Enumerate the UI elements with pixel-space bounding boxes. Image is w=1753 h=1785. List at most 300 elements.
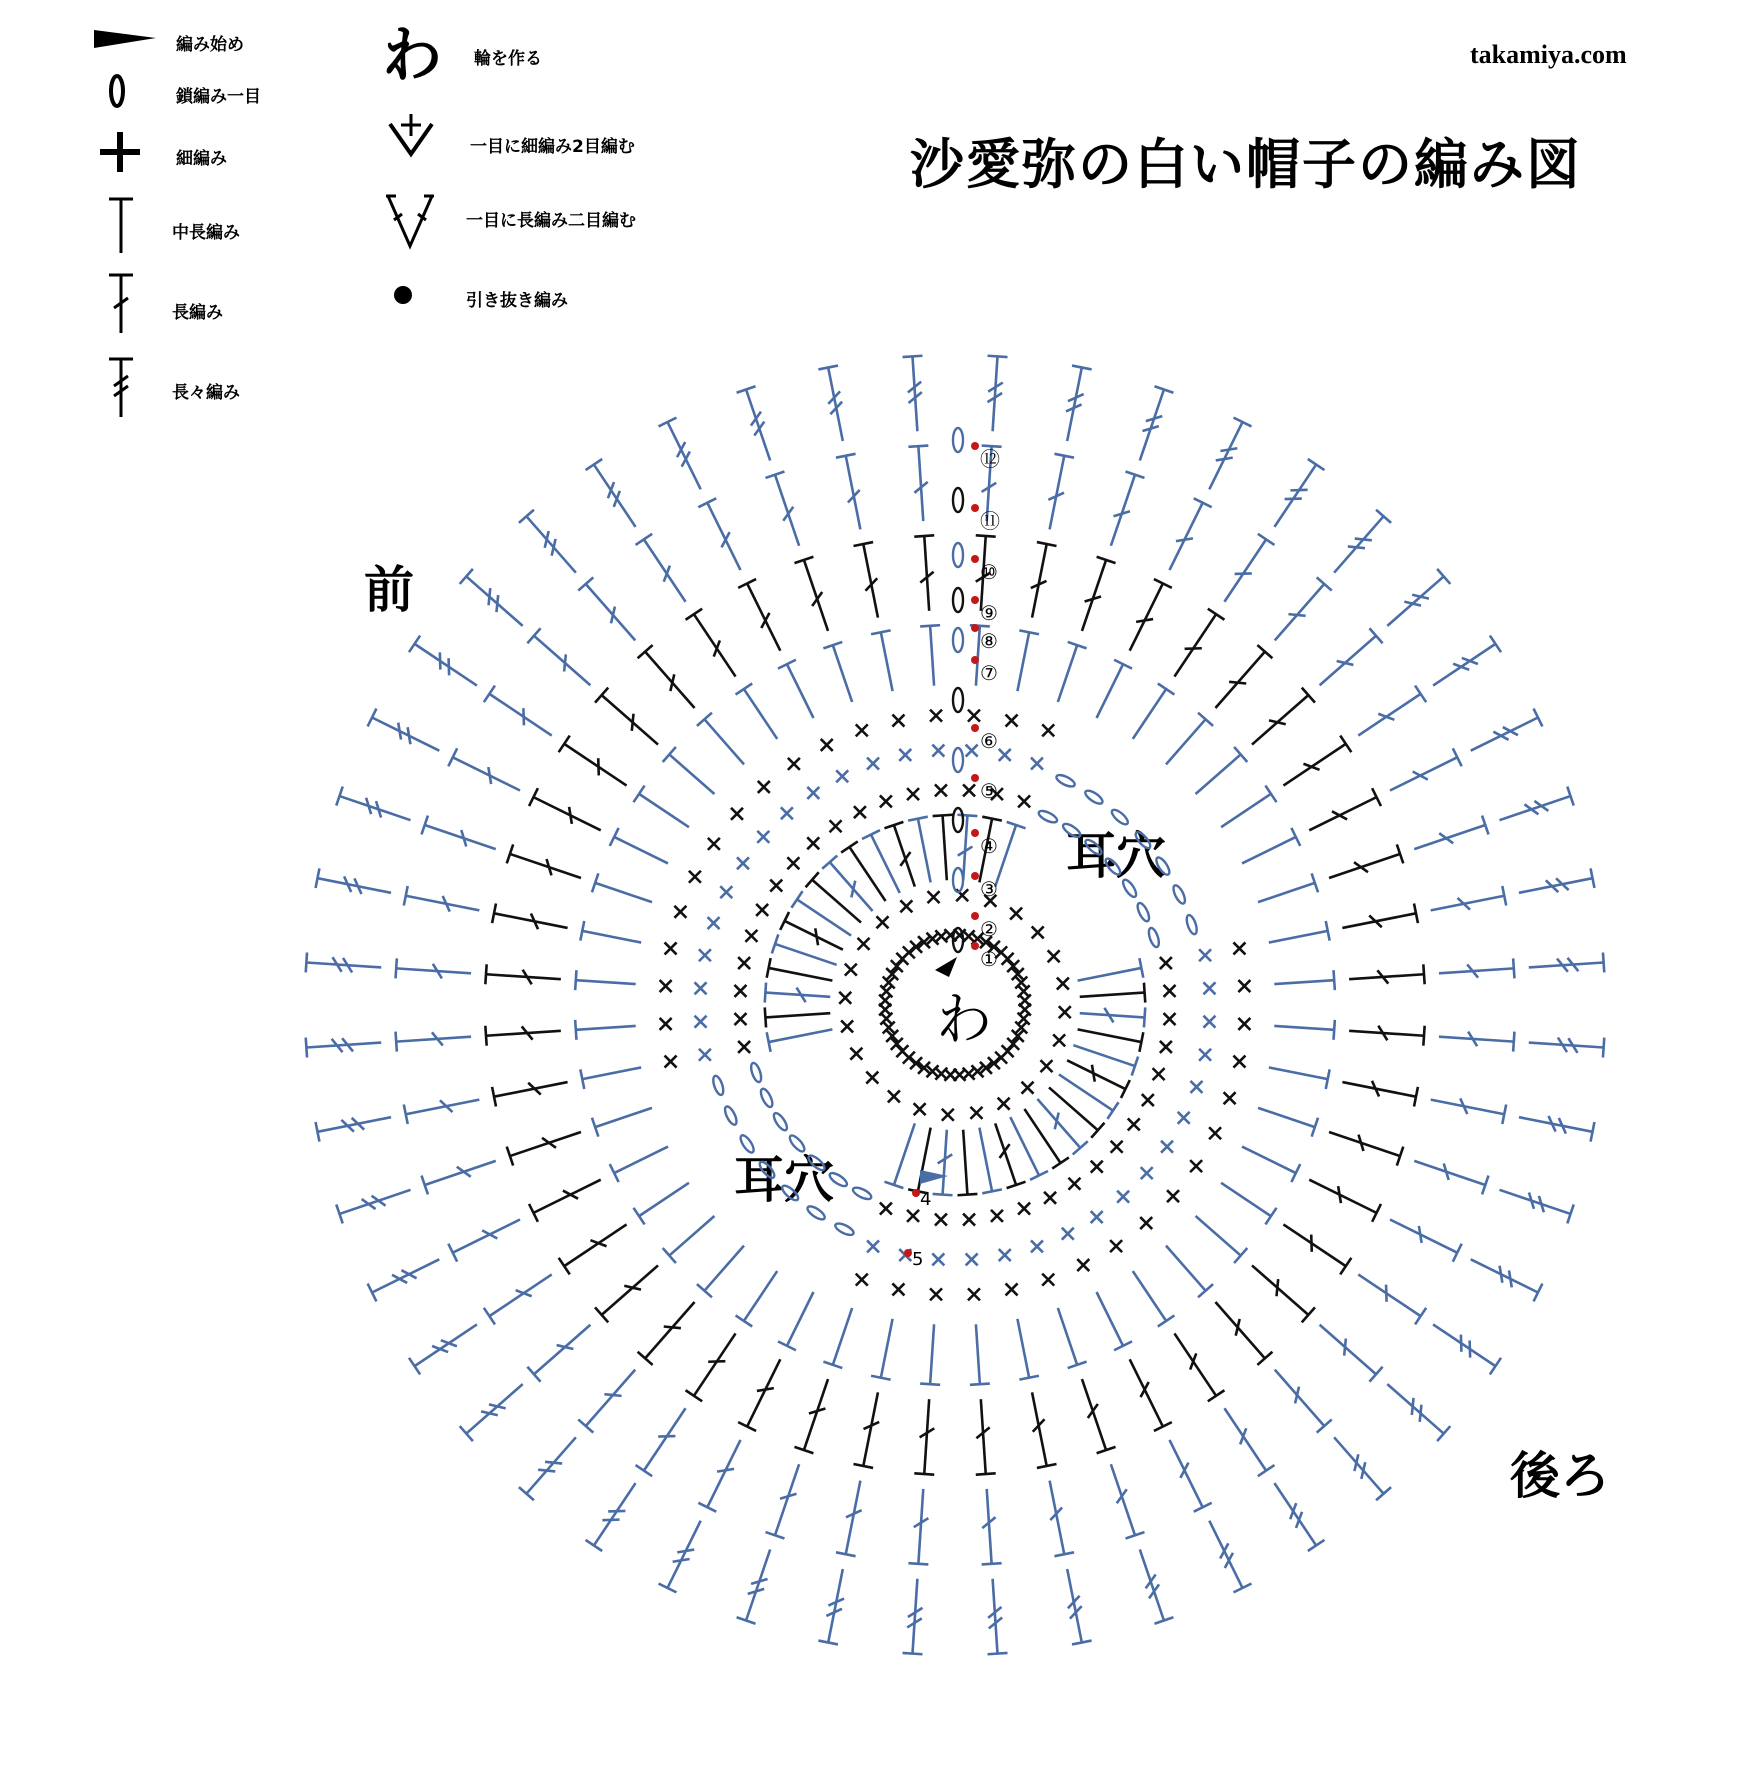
sc-stitch [720,886,732,898]
legend-sc-label: 細編み [176,149,227,169]
sc-stitch [1059,1006,1071,1018]
sc-stitch [787,857,799,869]
sc-stitch [1117,1191,1129,1203]
chain-stitch [1061,822,1082,840]
sc-stitch [1006,715,1018,727]
sc-stitch [830,820,842,832]
sc-stitch [850,1048,862,1060]
sc-stitch [788,758,800,770]
dc-stitch [1439,958,1514,978]
round-start-dot [971,724,979,732]
sc-stitch [935,1214,947,1226]
dc-stitch [559,1224,627,1274]
hdc-stitch [1221,786,1276,828]
dc-stitch [485,1026,560,1046]
chain-stitch [788,1133,807,1153]
tr-stitch [1387,1384,1450,1441]
dc-stitch [578,577,635,640]
hdc-stitch [663,747,715,794]
dc-stitch [485,964,560,984]
round-start-dot [971,656,979,664]
dc-stitch [884,822,914,887]
sc-stitch [1178,1112,1190,1124]
sc-stitch [1141,1167,1153,1179]
round-number: ② [980,917,998,941]
dc-stitch [1283,1224,1351,1274]
tr-stitch [818,366,842,442]
dc-stitch [507,844,581,878]
tr-stitch [306,953,381,973]
round-start-dot [971,442,979,450]
dc-stitch [529,1180,601,1222]
hdc-stitch [1166,1246,1213,1298]
sc-stitch [770,880,782,892]
dc-stitch [1283,736,1351,786]
sc-stitch [966,745,978,757]
tr-stitch [1387,569,1450,626]
ear-round-number: 5 [912,1249,924,1270]
chain-stitch [1171,884,1187,905]
chain-stitch [749,1062,763,1084]
sc-stitch [930,710,942,722]
dc-stitch [738,579,780,651]
sc-stitch [737,857,749,869]
sc-stitch [781,807,793,819]
sc-stitch [963,784,975,796]
dc-stitch [836,454,860,530]
dc-stitch [484,1274,552,1324]
sc-stitch [888,1090,900,1102]
dc-stitch [404,1100,480,1124]
dc-stitch [1329,844,1403,878]
round-start-dot [971,912,979,920]
dc-stitch [767,1029,833,1051]
dc-stitch [1275,1370,1332,1433]
sc-stitch [807,837,819,849]
hdc-stitch [1133,683,1175,738]
sc-stitch [1031,1240,1043,1252]
tr-stitch [586,459,636,527]
dc-stitch [765,1007,831,1027]
hdc-stitch [610,1147,668,1183]
round-start-dot [971,555,979,563]
sc-stitch [1042,1274,1054,1286]
legend-ring-label: 輪を作る [474,49,542,69]
dc-stitch [1130,1359,1172,1431]
hdc-stitch [1196,1216,1248,1263]
dc-stitch [853,542,877,618]
sc-stitch [1111,1141,1123,1153]
chain-stitch [1147,927,1161,949]
dc-stitch [1215,645,1272,708]
chain-stitch [1083,788,1104,806]
tr-stitch [1140,386,1174,460]
sc-stitch [999,1249,1011,1261]
sc-stitch [674,906,686,918]
sc-stitch [660,980,672,992]
chain-stitch [953,748,963,772]
tr-stitch [368,709,440,751]
sc-stitch [1164,1013,1176,1025]
sc-stitch [899,749,911,761]
sc-stitch [756,904,768,916]
tr-stitch [460,569,523,626]
chain-stitch [1135,901,1151,922]
dc-stitch [806,872,861,922]
dc-stitch [1050,1481,1074,1557]
dc-stitch [995,1123,1025,1188]
sc-stitch [695,982,707,994]
sc-stitch [738,957,750,969]
tr-stitch [1519,1116,1595,1142]
dc-stitch [1078,1029,1144,1051]
tr-stitch [818,1569,844,1645]
sc-stitch [1203,1016,1215,1028]
sc-stitch [734,1013,746,1025]
dc-stitch [1252,1265,1315,1322]
dc-stitch [1414,816,1488,850]
tr-stitch [1274,1483,1324,1551]
dc-stitch [908,1489,928,1564]
hdc-stitch [778,660,814,718]
sc-stitch [998,1098,1010,1110]
sc-stitch [999,749,1011,761]
dc-stitch [529,788,601,830]
sc-stitch [1091,1161,1103,1173]
hdc-stitch [1166,713,1213,765]
hdc-stitch [1097,660,1133,718]
sc-stitch [734,985,746,997]
chain-stitch [759,1087,775,1108]
dc-stitch [448,748,520,790]
dc-stitch [396,1032,471,1052]
sc-stitch [738,1041,750,1053]
chain-stitch [738,1133,756,1154]
dc-stitch [1309,788,1381,830]
sc-stitch [1062,1228,1074,1240]
hdc-stitch [580,1067,641,1089]
round-number: ⑫ [980,447,1000,471]
dc-stitch [836,1481,862,1557]
dc-stitch [492,1082,568,1106]
sc-stitch [1077,1259,1089,1271]
dc-stitch [527,1325,590,1382]
hdc-stitch [697,713,744,765]
hdc-stitch [871,1319,893,1380]
dc-stitch [527,628,590,685]
sc-stitch [880,1203,892,1215]
dc-stitch [1111,472,1145,546]
chain-stitch [953,808,963,832]
tr-stitch [988,356,1008,431]
hdc-stitch [1058,642,1087,702]
dc-stitch [1252,688,1315,745]
dc-stitch [1037,1099,1087,1154]
sc-stitch [1203,982,1215,994]
sc-stitch [876,916,888,928]
dc-stitch [636,1408,686,1476]
dc-stitch [1082,557,1116,631]
sc-stitch [1199,1049,1211,1061]
hdc-stitch [1133,1271,1175,1326]
round-number: ⑩ [980,560,998,584]
sc-stitch [1053,1034,1065,1046]
dc-stitch [1431,1098,1507,1124]
legend-tr-label: 長々編み [172,383,240,403]
dc-stitch [1224,534,1274,602]
dc-stitch [404,886,480,912]
sc-stitch [900,900,912,912]
legend-slip-label: 引き抜き編み [466,291,568,311]
sc-stitch [932,1253,944,1265]
hdc-stitch [1274,1020,1335,1040]
dc-stitch [976,1399,996,1474]
sc-stitch [1091,1211,1103,1223]
chain-stitch [723,1105,739,1126]
chain-stitch [757,1160,776,1180]
chain-stitch [851,1185,872,1201]
dc-stitch [422,1161,496,1195]
dc-stitch [1174,1333,1224,1401]
dc-stitch [1414,1161,1488,1195]
sc-stitch [932,745,944,757]
label-ear-hole-2: 耳穴 [734,1150,834,1209]
sc-stitch [1018,1013,1030,1025]
tr-stitch [409,636,477,686]
sc-stitch [858,938,870,950]
dc-stitch [422,816,496,850]
chain-stitch [772,1111,790,1132]
sc-stitch [856,724,868,736]
sc-stitch [841,1020,853,1032]
chain-stitch [1103,856,1122,876]
site-url: takamiya.com [1470,40,1627,69]
dc-stitch [1170,498,1212,570]
dc-stitch [766,1464,800,1538]
tr-stitch [903,356,923,431]
dc-stitch [1048,454,1074,530]
tr-stitch [659,418,701,490]
dc-stitch [1390,748,1462,790]
sc-stitch [1233,1056,1245,1068]
tr-stitch [903,1579,923,1654]
dc-stitch [1215,1302,1272,1365]
hdc-stitch [920,1324,940,1385]
sc-stitch [1128,1118,1140,1130]
sc-stitch [699,949,711,961]
tr-stitch [316,868,392,894]
sc-stitch [1238,980,1250,992]
tr-stitch [1471,1259,1543,1301]
tr-stitch [1433,1324,1501,1374]
dc-stitch [1320,1325,1383,1382]
hdc-stitch [1269,1067,1330,1089]
sc-stitch [1238,1018,1250,1030]
dc-stitch [698,498,740,570]
hdc-stitch [592,1108,652,1137]
chain-stitch [1185,914,1199,936]
sc-stitch [1022,1082,1034,1094]
hdc-stitch [736,683,778,738]
tr-stitch [519,1437,576,1500]
hdc-stitch [871,630,893,691]
sc-stitch [892,715,904,727]
dc-stitch [1032,1392,1056,1468]
sc-stitch [867,1240,879,1252]
sc-stitch [665,942,677,954]
tr-stitch [1140,1549,1174,1623]
tr-stitch [1209,418,1251,490]
tr-stitch [737,386,771,460]
round-number: ⑨ [980,601,998,625]
label-front: 前 [364,560,414,619]
dc-stitch [1174,609,1224,677]
tr-stitch [1519,868,1595,892]
sc-stitch [695,1016,707,1028]
tr-stitch [1499,787,1573,821]
dc-stitch [1349,1026,1424,1046]
dc-stitch [957,1130,977,1196]
dc-stitch [1349,964,1424,984]
sc-stitch [1068,1178,1080,1190]
dc-stitch [1049,1087,1104,1137]
dc-stitch [1342,903,1418,927]
dc-stitch [1073,1045,1138,1075]
round-start-dot [912,1189,920,1197]
sc-stitch [867,758,879,770]
sc-stitch [660,1018,672,1030]
magic-ring-icon: わ [382,21,442,91]
dc-stitch [1431,886,1507,910]
dc-stitch [1130,579,1172,651]
sc-stitch [1190,1081,1202,1093]
tr-stitch [1471,709,1543,751]
round-number: ③ [980,877,998,901]
chain-stitch [953,688,963,712]
round-number: ⑦ [980,661,998,685]
sc-stitch [856,1274,868,1286]
chain-stitch [1083,838,1103,857]
dc-stitch [853,1392,879,1468]
tr-stitch [336,1190,410,1224]
hdc-stitch [1269,921,1330,943]
sc-stitch [1161,1141,1173,1153]
sc-stitch [758,781,770,793]
tr-stitch [1529,953,1604,973]
sc-stitch [708,917,720,929]
tr-stitch [1529,1038,1604,1058]
dc-stitch [933,815,953,881]
hdc-stitch [1242,828,1300,864]
dc-stitch [507,1132,581,1166]
dc-stitch [1224,1408,1274,1476]
legend-dc-label: 長編み [172,303,223,323]
dc-stitch [1170,1440,1212,1512]
round-number: ① [980,947,998,971]
hdc-stitch [1017,630,1039,691]
sc-stitch [731,808,743,820]
chain-stitch [780,1183,800,1202]
tr-stitch [737,1549,771,1623]
dc-stitch [765,983,831,1003]
round-number: ⑧ [980,629,998,653]
sc-stitch [970,1107,982,1119]
dc-stitch [982,1489,1002,1564]
chain-stitch [953,543,963,567]
dc-stitch [1358,1274,1426,1324]
sc-stitch [1010,908,1022,920]
chain-stitch [1154,856,1172,877]
sc-stitch [1199,949,1211,961]
chain-stitch [1037,809,1058,825]
chain-stitch [1055,773,1076,789]
label-ear-hole-1: 耳穴 [1066,826,1166,885]
page-title: 沙愛弥の白い帽子の編み図 [910,132,1582,196]
sc-stitch [1224,1092,1236,1104]
sc-stitch [866,1072,878,1084]
chain-stitch [953,428,963,452]
chain-stitch [806,1153,826,1172]
dc-stitch [914,535,934,610]
hdc-stitch [633,1183,688,1225]
chain-stitch [1121,878,1139,899]
dc-stitch [448,1220,520,1262]
hdc-stitch [592,873,652,902]
round-number: ⑥ [980,729,998,753]
start-marker [935,957,957,977]
hdc-stitch [1058,1308,1087,1368]
sc-stitch [880,795,892,807]
dc-stitch [638,1302,695,1365]
hdc-stitch [970,1324,990,1385]
sc-stitch [942,1109,954,1121]
dc-stitch [1080,1007,1146,1027]
hdc-stitch [778,1292,814,1350]
dc-stitch [767,958,833,980]
chain-stitch [953,588,963,612]
dc-stitch [1439,1032,1514,1052]
sc-stitch [708,838,720,850]
sc-stitch [880,985,892,997]
hdc-stitch [1221,1183,1276,1225]
center-ring: わ [936,988,992,1053]
sc-stitch [1164,985,1176,997]
hdc-stitch [920,625,940,686]
sc-stitch [1042,724,1054,736]
round-start-dot [971,624,979,632]
label-back: 後ろ [1510,1446,1610,1505]
sc-stitch [839,992,851,1004]
tr-stitch [659,1521,701,1593]
dc-stitch [595,1265,658,1322]
dc-stitch [1329,1132,1403,1166]
chain-stitch [711,1075,725,1097]
dc-stitch [686,1333,736,1401]
sc-stitch [907,1210,919,1222]
sc-stitch [1160,1041,1172,1053]
hdc-stitch [663,1216,715,1263]
hdc-stitch [1017,1319,1039,1380]
sc-stitch [930,1288,942,1300]
chain-stitch [1110,807,1130,826]
chain-stitch [1133,830,1152,850]
dc-stitch [1082,1379,1116,1453]
dc-stitch [908,446,928,521]
round-start-dot [971,774,979,782]
sc-stitch [1160,957,1172,969]
tr-stitch [1433,636,1501,686]
round-number: ④ [980,834,998,858]
